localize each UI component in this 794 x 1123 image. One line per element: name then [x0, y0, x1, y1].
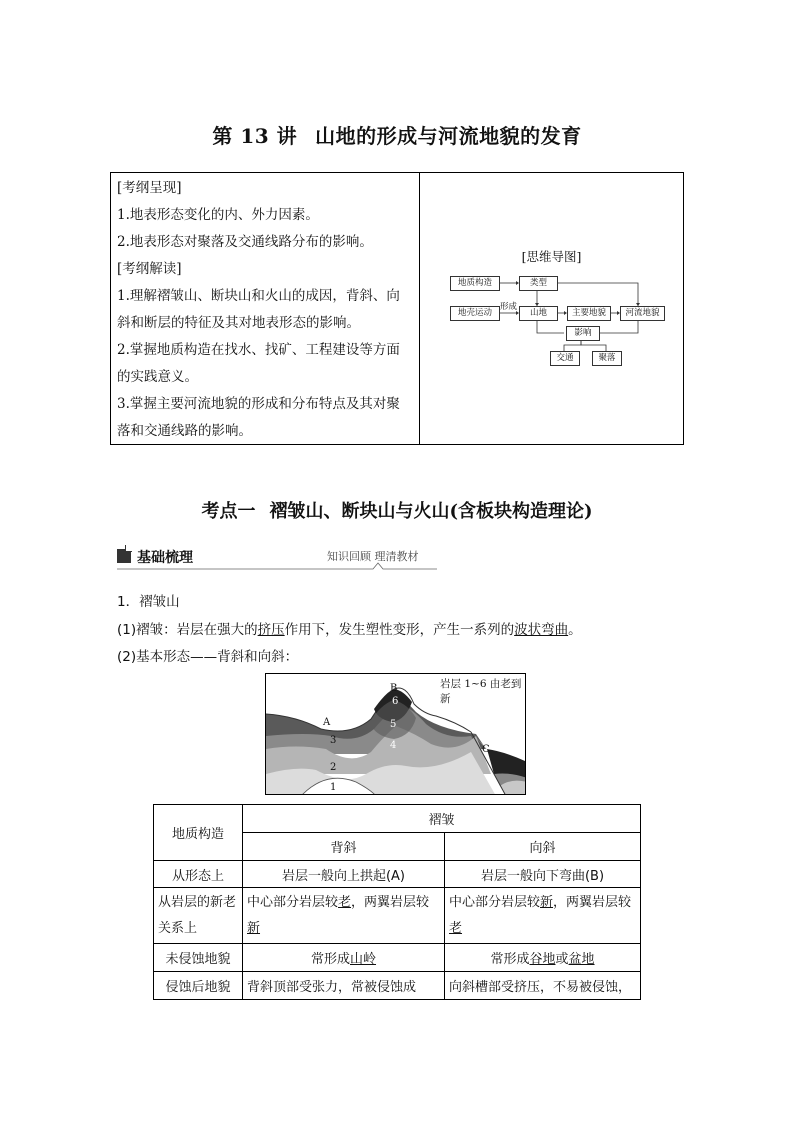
syncline-uneroded [445, 944, 641, 972]
lecture-topic: 山地的形成与河流地貌的发育 [315, 124, 582, 148]
fold-diagram [265, 673, 526, 795]
syllabus-line: 2.掌握地质构造在找水、找矿、工程建设等方面的实践意义。 [117, 342, 400, 385]
syllabus-heading-presented: [考纲呈现] [117, 180, 182, 196]
anticline-uneroded [243, 944, 445, 972]
basics-header [117, 545, 437, 573]
section-topic: 褶皱山、断块山与火山(含板块构造理论) [269, 501, 593, 522]
basics-subtitle: 知识回顾 理清教材 [327, 550, 419, 563]
label-2: 2 [330, 762, 337, 773]
keyword-basin: 盆地 [568, 952, 595, 967]
row-label-age: 从岩层的新老关系上 [154, 888, 243, 944]
text: 或 [555, 952, 569, 967]
basics-underline [117, 545, 437, 573]
syllabus-box [110, 172, 684, 445]
syllabus-line: 1.地表形态变化的内、外力因素。 [117, 207, 319, 223]
syllabus-line: 2.地表形态对聚落及交通线路分布的影响。 [117, 234, 373, 250]
mind-map-node-geologic-structure: 地质构造 [450, 276, 500, 291]
section-title [0, 497, 794, 523]
label-4: 4 [390, 740, 397, 751]
syllabus-line: 3.掌握主要河流地貌的形成和分布特点及其对聚落和交通线路的影响。 [117, 396, 400, 439]
text: ，两翼岩层较 [351, 894, 430, 910]
mind-map-title: [思维导图] [521, 249, 582, 264]
keyword-new: 新 [540, 894, 554, 910]
row-label-uneroded: 未侵蚀地貌 [154, 944, 243, 972]
lecture-number: 第 13 讲 [212, 124, 298, 148]
mind-map-node-crustal-movement: 地壳运动 [450, 306, 500, 321]
header-syncline: 向斜 [445, 833, 641, 861]
mind-map-node-influence: 影响 [566, 326, 600, 341]
label-C: C [482, 744, 490, 755]
mind-map [420, 173, 683, 444]
lecture-title [0, 120, 794, 149]
syncline-form: 岩层一般向下弯曲(B) [445, 861, 641, 888]
anticline-age [243, 888, 445, 944]
text: 中心部分岩层较 [449, 894, 541, 910]
anticline-eroded: 背斜顶部受张力，常被侵蚀成 [243, 972, 445, 1000]
header-anticline: 背斜 [243, 833, 445, 861]
label-1: 1 [330, 782, 337, 793]
header-fold: 褶皱 [243, 805, 641, 833]
text: 中心部分岩层较 [247, 894, 339, 910]
text: 常形成 [310, 952, 350, 967]
label-5: 5 [390, 719, 397, 730]
label-6: 6 [392, 696, 399, 707]
keyword-old: 老 [338, 894, 352, 910]
basic-forms-line: (2)基本形态——背斜和向斜： [117, 649, 299, 665]
syncline-eroded: 向斜槽部受挤压，不易被侵蚀， [445, 972, 641, 1000]
syllabus-line: 1.理解褶皱山、断块山和火山的成因，背斜、向斜和断层的特征及其对地表形态的影响。 [117, 288, 400, 331]
keyword-new: 新 [247, 920, 261, 936]
mind-map-node-mountain: 山地 [519, 306, 558, 321]
mind-map-node-river-landforms: 河流地貌 [620, 306, 665, 321]
label-B: B [390, 683, 398, 694]
syllabus-text [111, 173, 420, 444]
fold-definition [117, 618, 582, 638]
mind-map-node-settlement: 聚落 [592, 351, 622, 366]
section-number: 考点一 [201, 501, 256, 522]
mind-map-node-type: 类型 [519, 276, 558, 291]
text: 。 [568, 622, 582, 638]
syllabus-heading-interpret: [考纲解读] [117, 261, 182, 277]
keyword-valley: 谷地 [529, 952, 556, 967]
keyword-compression: 挤压 [257, 622, 285, 638]
keyword-wavy-bend: 波状弯曲 [514, 622, 569, 638]
syncline-age [445, 888, 641, 944]
text: 作用下，发生塑性变形，产生一系列的 [284, 622, 515, 638]
fold-comparison-table [153, 804, 641, 1000]
header-structure: 地质构造 [154, 805, 243, 861]
label-A: A [323, 717, 331, 728]
keyword-old: 老 [449, 920, 463, 936]
basics-label: 基础梳理 [137, 550, 193, 566]
row-label-form: 从形态上 [154, 861, 243, 888]
mind-map-edge-label: 形成 [500, 302, 518, 312]
mind-map-node-main-landforms: 主要地貌 [567, 306, 611, 321]
text: ，两翼岩层较 [553, 894, 632, 910]
row-label-eroded: 侵蚀后地貌 [154, 972, 243, 1000]
item-fold-mountain: 1．褶皱山 [117, 594, 180, 610]
label-3: 3 [330, 735, 337, 746]
keyword-ridge: 山岭 [350, 952, 377, 967]
strata-note: 岩层 1~6 由老到新 [440, 678, 522, 705]
text: (1)褶皱：岩层在强大的 [117, 622, 258, 638]
mind-map-node-transport: 交通 [550, 351, 580, 366]
anticline-form: 岩层一般向上拱起(A) [243, 861, 445, 888]
text: 常形成 [490, 952, 530, 967]
